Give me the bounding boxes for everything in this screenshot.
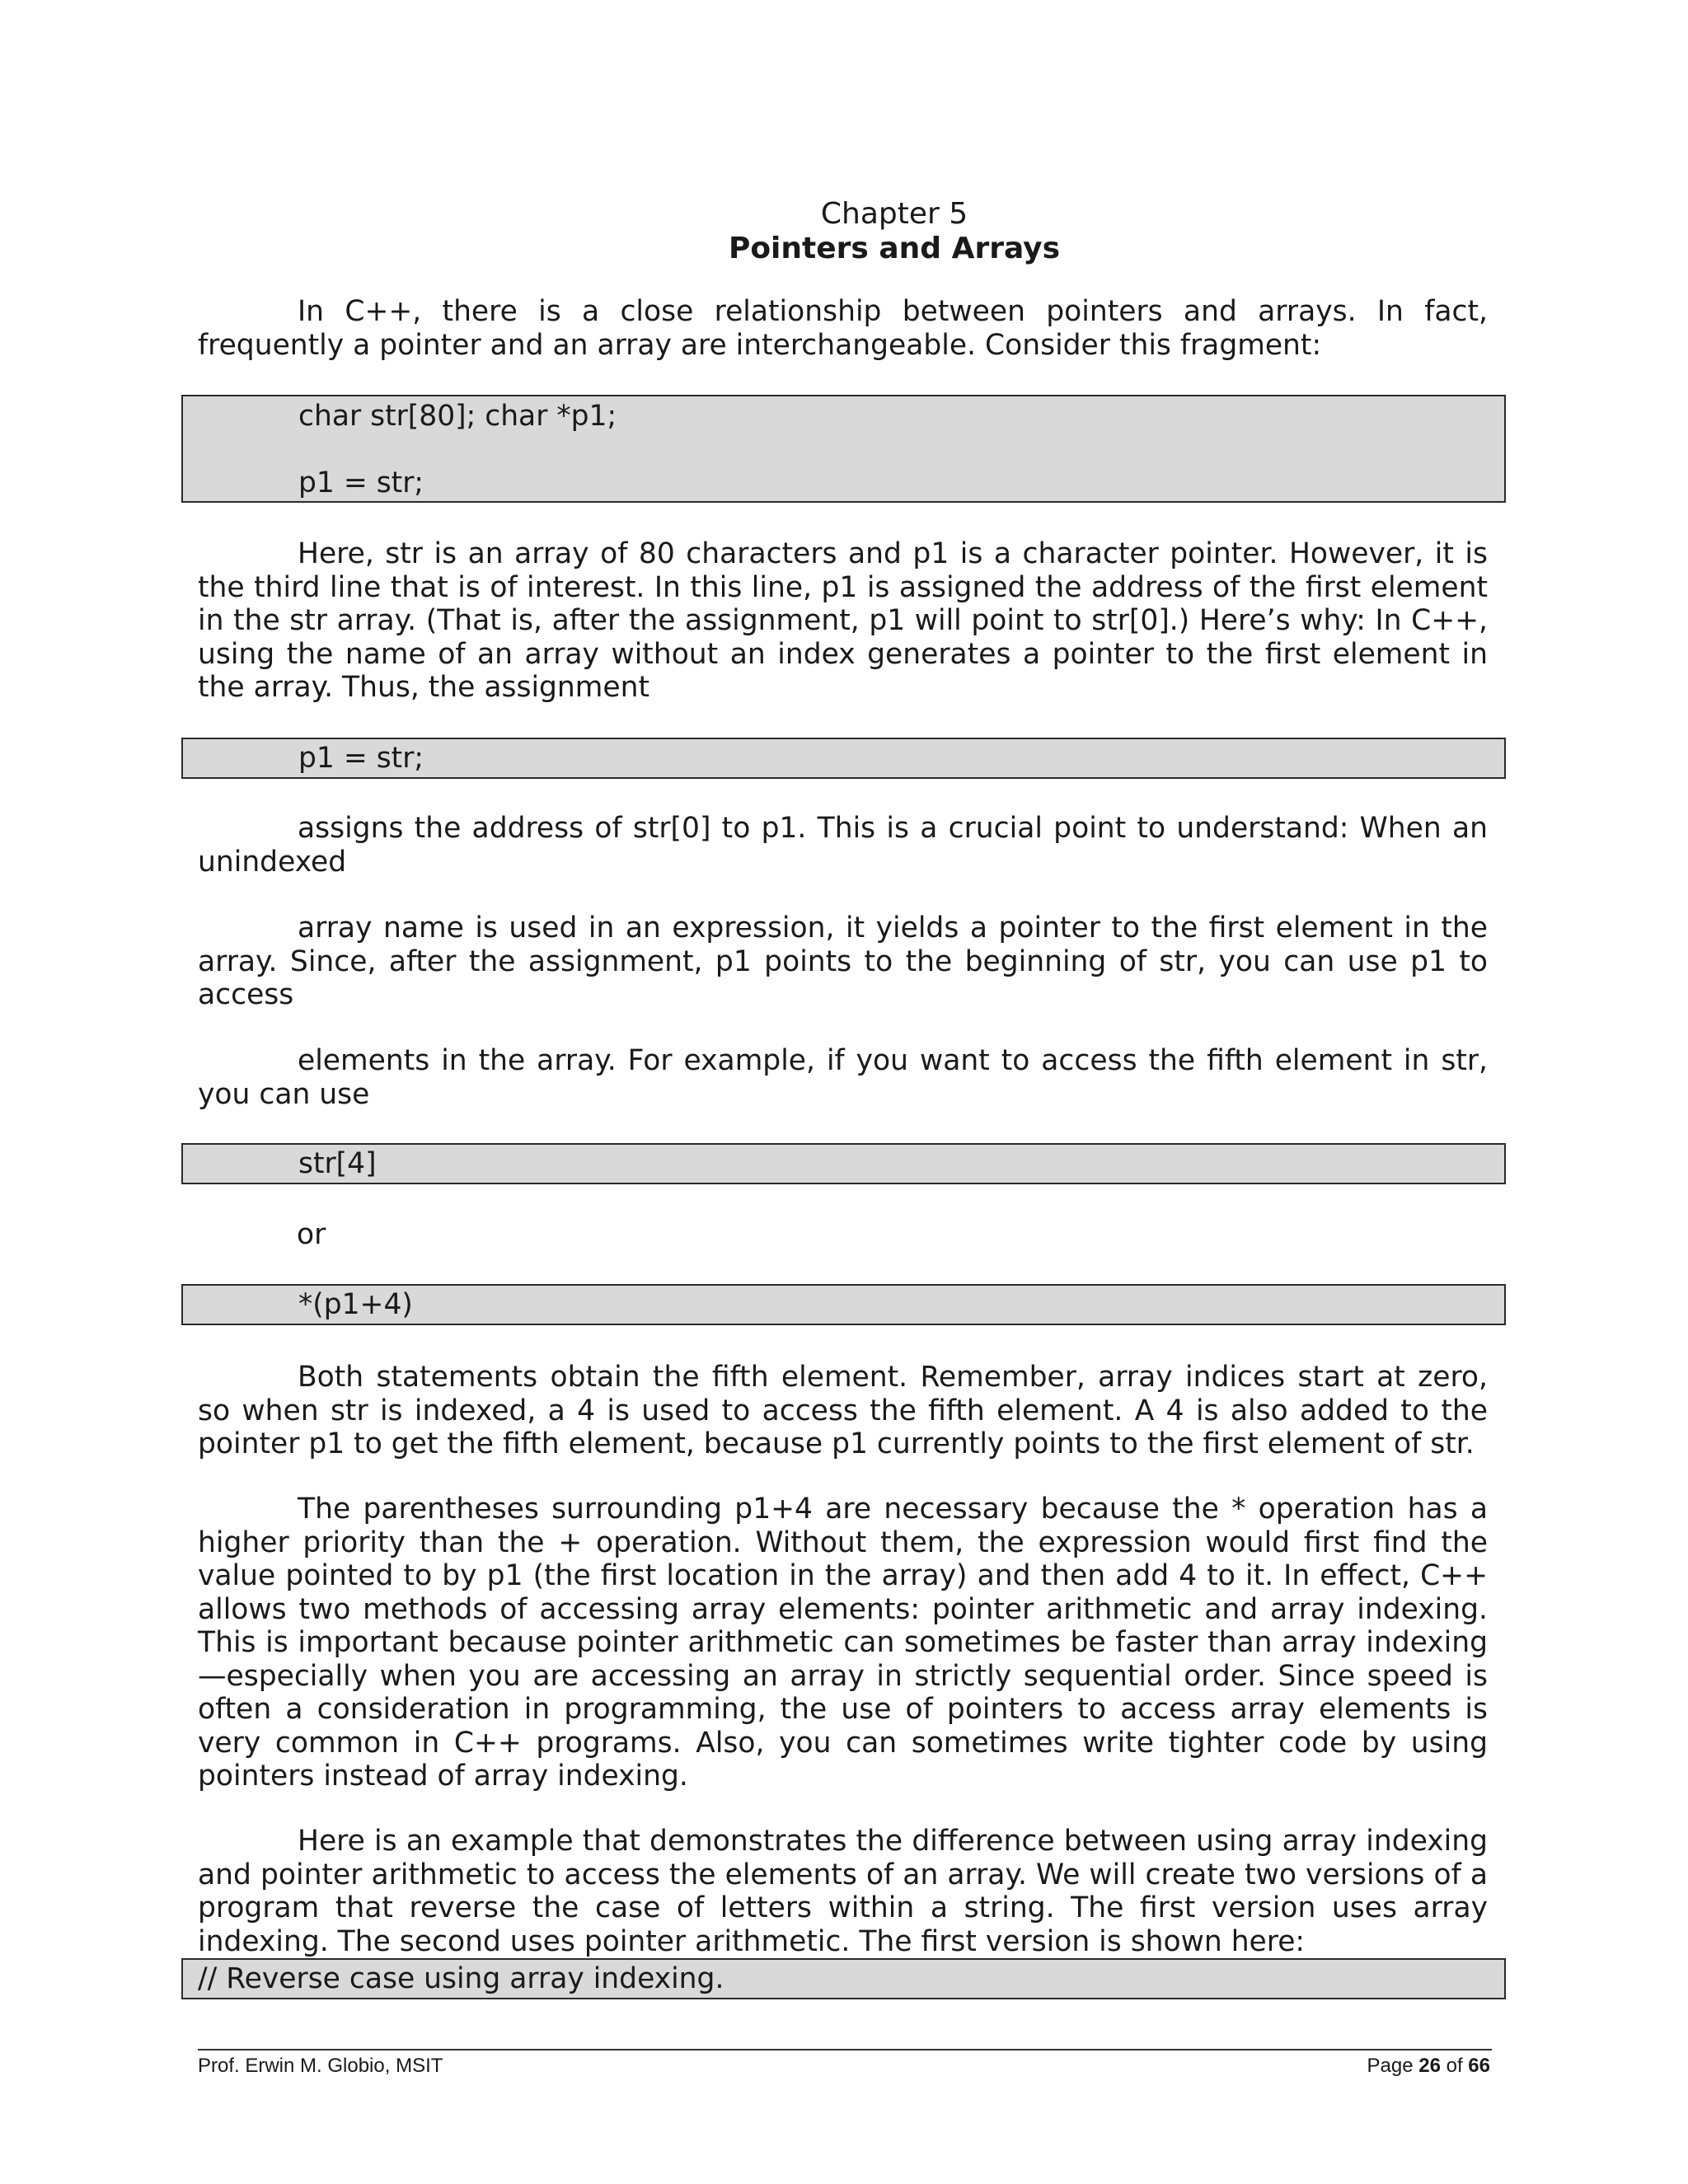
- footer-page-number: [1367, 2054, 1491, 2079]
- footer-divider: [198, 2049, 1492, 2050]
- code-block-assignment: [181, 738, 1506, 779]
- paragraph-intro: In C++, there is a close relationship between pointers and arrays. In fact, frequently a pointer and an array are interchangeable. Consider this fragment:: [198, 295, 1488, 362]
- code-block-pointer: [181, 1284, 1506, 1325]
- current-page: 26: [1418, 2055, 1441, 2077]
- paragraph-elements: elements in the array. For example, if you want to access the fifth element in str, you can use: [198, 1044, 1488, 1111]
- paragraph-assigns: assigns the address of str[0] to p1. This is a crucial point to understand: When an unindexed: [198, 812, 1488, 879]
- code-block-fragment: [181, 395, 1506, 503]
- paragraph-parentheses: The parentheses surrounding p1+4 are necessary because the * operation has a higher priority than the + operation. Without them, the expression would first find the value pointed to by p1 (the first location in the array) and then add 4 to it. In effect, C++ allows two methods of accessing array elements: pointer arithmetic and array indexing. This is important because pointer arithmetic can sometimes be faster than array indexing—especially when you are accessing an array in strictly sequential order. Since speed is often a consideration in programming, the use of pointers to access array elements is very common in C++ programs. Also, you can sometimes write tighter code by using pointers instead of array indexing.: [198, 1493, 1488, 1793]
- code-line-str4: str[4]: [298, 1147, 377, 1180]
- chapter-label: Chapter 5: [820, 197, 968, 231]
- paragraph-explain: Here, str is an array of 80 characters and p1 is a character pointer. However, it is the third line that is of interest. In this line, p1 is assigned the address of the first element in the str array. (That is, after the assignment, p1 will point to str[0].) Here’s why: In C++, using the name of an array without an index generates a pointer to the first element in the array. Thus, the assignment: [198, 537, 1488, 704]
- page-prefix: Page: [1367, 2055, 1414, 2077]
- code-block-index: [181, 1143, 1506, 1184]
- paragraph-example: Here is an example that demonstrates the difference between using array indexing and pointer arithmetic to access the elements of an array. We will create two versions of a program that reverse the case of letters within a string. The first version uses array indexing. The second uses pointer arithmetic. The first version is shown here:: [198, 1825, 1488, 1958]
- paragraph-array-name: array name is used in an expression, it yields a pointer to the first element in the array. Since, after the assignment, p1 points to the beginning of str, you can use p1 to access: [198, 912, 1488, 1011]
- page-of: of: [1446, 2055, 1463, 2077]
- code-line-p1-plus-4: *(p1+4): [298, 1288, 413, 1321]
- code-line-assignment: p1 = str;: [298, 466, 424, 499]
- total-pages: 66: [1468, 2055, 1490, 2077]
- text-or: or: [297, 1218, 326, 1251]
- code-line-declaration: char str[80]; char *p1;: [298, 400, 617, 433]
- footer-author: Prof. Erwin M. Globio, MSIT: [198, 2055, 443, 2077]
- code-line-p1-str: p1 = str;: [298, 742, 424, 775]
- code-block-comment: [181, 1958, 1506, 1999]
- chapter-title: Pointers and Arrays: [728, 232, 1061, 265]
- paragraph-both: Both statements obtain the fifth element. Remember, array indices start at zero, so when str is indexed, a 4 is used to access the fifth element. A 4 is also added to the pointer p1 to get the fifth element, because p1 currently points to the first element of str.: [198, 1361, 1488, 1460]
- code-line-comment: // Reverse case using array indexing.: [198, 1962, 724, 1995]
